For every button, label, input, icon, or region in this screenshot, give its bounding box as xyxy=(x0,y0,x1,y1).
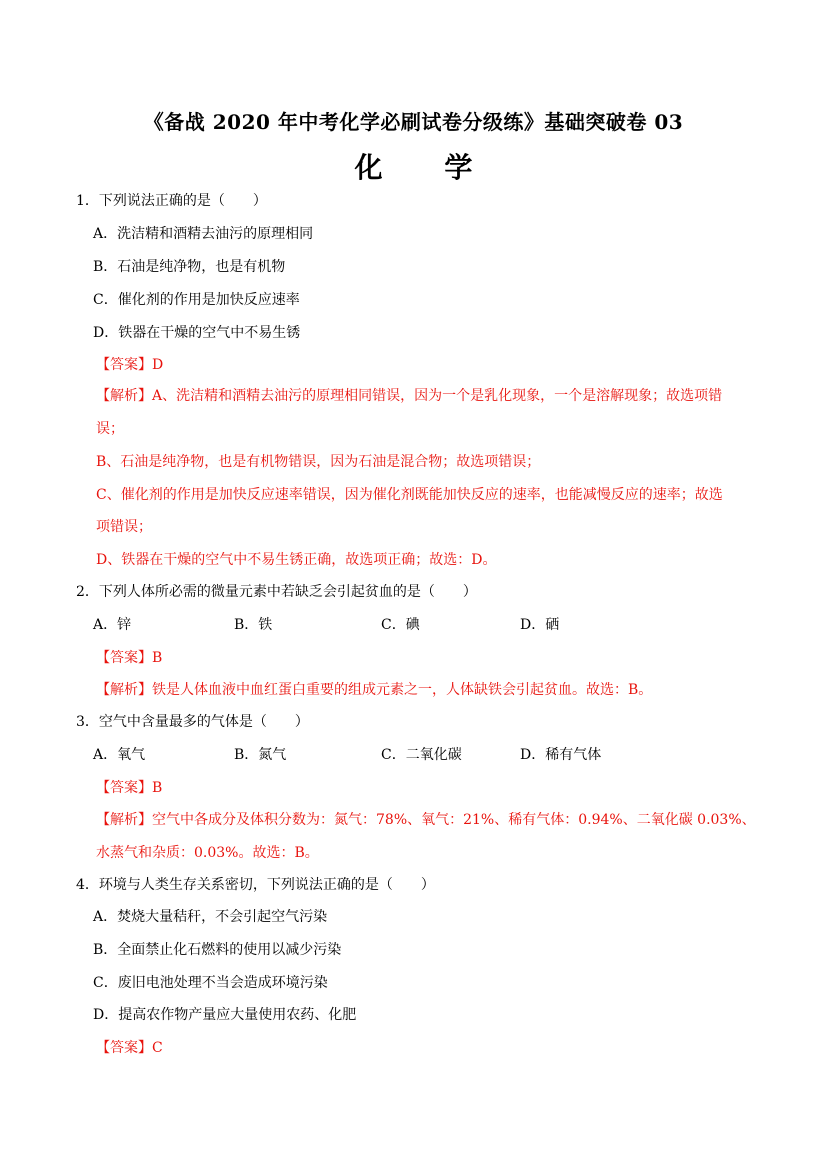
question-1-option-c: C．催化剂的作用是加快反应速率 xyxy=(93,292,300,308)
question-1-analysis-line: 误； xyxy=(96,421,124,437)
question-1-option-d: D．铁器在干燥的空气中不易生锈 xyxy=(93,325,301,341)
question-2-option-d: D．硒 xyxy=(520,617,560,633)
question-2-stem: 2．下列人体所必需的微量元素中若缺乏会引起贫血的是（ ） xyxy=(76,584,477,600)
question-2-option-b: B．铁 xyxy=(234,617,273,633)
question-2-answer: 【答案】B xyxy=(96,650,163,666)
question-1-analysis-line: 项错误； xyxy=(96,519,152,535)
question-1-answer: 【答案】D xyxy=(96,357,164,373)
question-1-analysis-line: D、铁器在干燥的空气中不易生锈正确，故选项正确；故选：D。 xyxy=(96,552,497,568)
question-2-analysis-line: 【解析】铁是人体血液中血红蛋白重要的组成元素之一，人体缺铁会引起贫血。故选：B。 xyxy=(96,682,653,698)
question-2-option-a: A．锌 xyxy=(93,617,132,633)
question-4-option-d: D．提高农作物产量应大量使用农药、化肥 xyxy=(93,1007,357,1023)
subject-heading: 化 学 xyxy=(354,151,499,184)
question-1-analysis-line: C、催化剂的作用是加快反应速率错误，因为催化剂既能加快反应的速率，也能减慢反应的速率；故选 xyxy=(96,487,723,503)
question-3-option-a: A．氧气 xyxy=(93,747,146,763)
question-3-analysis-line: 【解析】空气中各成分及体积分数为：氮气：78%、氧气：21%、稀有气体：0.94%、二氧化碳 0.03%、 xyxy=(96,812,756,828)
question-4-stem: 4．环境与人类生存关系密切，下列说法正确的是（ ） xyxy=(76,877,435,893)
question-3-stem: 3．空气中含量最多的气体是（ ） xyxy=(76,714,309,730)
question-4-option-c: C．废旧电池处理不当会造成环境污染 xyxy=(93,975,328,991)
question-3-answer: 【答案】B xyxy=(96,780,163,796)
question-3-option-d: D．稀有气体 xyxy=(520,747,602,763)
question-1-option-a: A．洗洁精和酒精去油污的原理相同 xyxy=(93,226,314,242)
question-2-option-c: C．碘 xyxy=(381,617,420,633)
question-1-analysis-line: 【解析】A、洗洁精和酒精去油污的原理相同错误，因为一个是乳化现象，一个是溶解现象；故选项错 xyxy=(96,388,723,404)
page-title: 《备战 2020 年中考化学必刷试卷分级练》基础突破卷 03 xyxy=(143,110,684,134)
question-1-option-b: B．石油是纯净物，也是有机物 xyxy=(93,259,286,275)
question-3-option-c: C．二氧化碳 xyxy=(381,747,462,763)
question-4-option-b: B．全面禁止化石燃料的使用以减少污染 xyxy=(93,942,342,958)
question-3-analysis-line: 水蒸气和杂质：0.03%。故选：B。 xyxy=(96,845,319,861)
question-1-analysis-line: B、石油是纯净物，也是有机物错误，因为石油是混合物；故选项错误； xyxy=(96,454,541,470)
question-3-option-b: B．氮气 xyxy=(234,747,287,763)
question-4-answer: 【答案】C xyxy=(96,1040,163,1056)
question-4-option-a: A．焚烧大量秸秆，不会引起空气污染 xyxy=(93,909,328,925)
question-1-stem: 1．下列说法正确的是（ ） xyxy=(76,193,267,209)
